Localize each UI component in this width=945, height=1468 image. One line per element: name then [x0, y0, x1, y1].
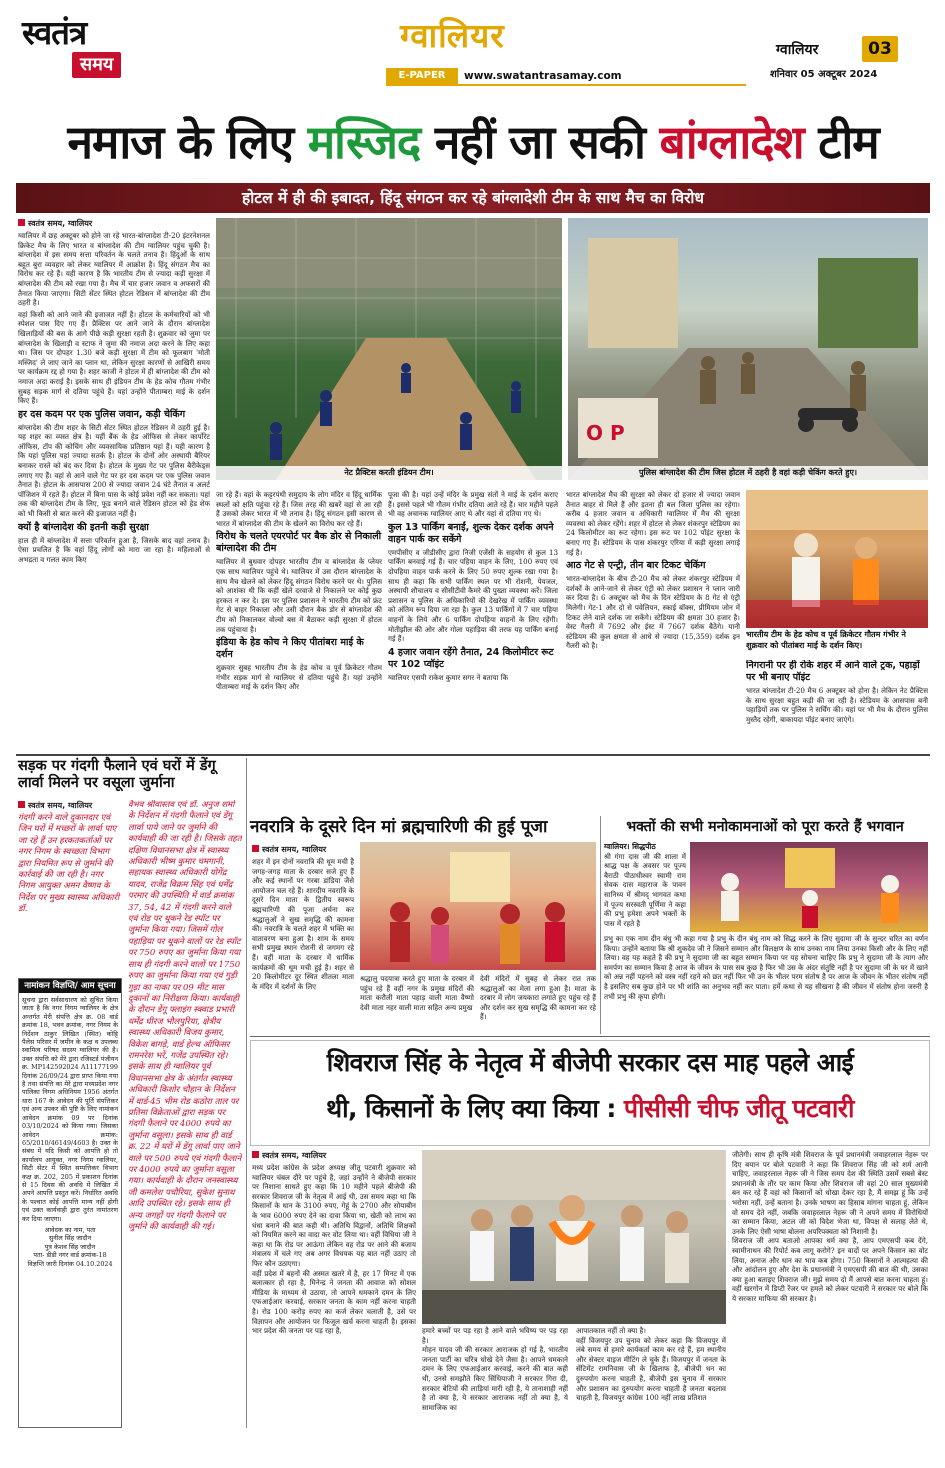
- paragraph: एमपीसीए व जीडीसीए द्वारा निजी एजेंसी के सहयोग से कुल 13 पार्किंग बनवाई गई हैं। चार पहिया वाहन के लिए, 100 रुपए एवं दोपहिया वाहन पार्क करने के लिए 50 रुपए शुल्क रखा गया है। साथ ही कहा कि सभी पार्किंग स्थल पर भी रोशनी, पेयजल, अस्थायी शौचालय व सीसीटीवी कैमरे की पुख्ता व्यवस्था करें। जिला प्रशासन व पुलिस के अधिकारियों की देखरेख में पार्किंग व्यवस्था को अंतिम रूप दिया जा रहा है। कुल 13 पार्किंगों में 7 चार पहिया वाहनों के लिये और 6 पार्किंग दोपहिया वाहनों के लिए रहेंगी। मोतीझील की ओर और गोला पहाड़िया की तरफ यह पार्किंग बनाई गई हैं।: [388, 547, 558, 644]
- photo-navratri-puja: [360, 842, 596, 970]
- dengue-text-1: गंदगी करने वाले दुकानदार एवं जिन घरों में मच्छरों के लार्वा पाए जा रहे हैं उन हरकतकर्ताओं पर नगर निगम के स्वच्छता विभाग द्वारा नियमित रूप से जुर्माने की कार्रवाई की जा रही है। नगर निगम आयुक्त अमन वैष्णव के निर्देश पर मुख्य स्वास्थ्य अधिकारी डॉ.: [18, 813, 120, 915]
- katha-illustration: [690, 842, 928, 932]
- lead-headline: [16, 102, 930, 182]
- paragraph: मध्य प्रदेश कांग्रेस के प्रदेश अध्यक्ष जीतू पटवारी शुक्रवार को ग्वालियर चंबल दौरे पर पहुंचे है, जहां उन्होंने ने बीजेपी सरकार पर निशाना साधते हुए कहा कि 10 महीने पहले बीजेपी की सरकार शिवराज जी के नेतृत्व में आई थी, उस समय कहा था कि किसानों के धान के 3100 रुपए, गेहूं के 2700 और सोयाबीन के भाव 6000 रुपए देने का दावा किया था, खेती को लाभ का धंधा बनाने की बात कही थी। अतिथि विद्वानों, अतिथि शिक्षकों को नियमित करने का वादा कर वोट लिया था। वहीं विधिया जी ने कहा था कि रोड पर आऊंगा लेकिन वह रोड पर आने की बजाय मंत्रालय में चले गए अब अगर विधयक यह बात नहीं उठाए तो फिर कौन उठाएगा। वहीं प्रदेश में बहनों की अस्मत खतरे में है, हर 17 मिनट में एक बलात्कार हो रहा है, मिनेन्द्र ने जनता की आवाज को सोशल मीडिया के माध्यम से उठाया, तो आपने धमकाने दमन के लिए एफआईआर करवाई, सरकार जनता के काम नहीं करना चाहती है। रोड 100 करोड़ रुपए का कर्ज लेकर चलाती है, उसे पर विज्ञापन और आयोजन पर फिजूल खर्च करना चाहती है। इसका भार प्रदेश की जनता पर पड़ रहा है,: [252, 1163, 416, 1336]
- lead-byline: [18, 218, 210, 229]
- subhead: कुल 13 पार्किंग बनाईं, शुल्क देकर दर्शक अपने वाहन पार्क कर सकेंगे: [388, 521, 554, 545]
- photo2-caption-bar: [568, 466, 928, 480]
- paragraph: पूजा की है। यहां उन्हें मंदिर के प्रमुख संतों ने माई के दर्शन कराए हैं। इससे पहले भी गौतम गंभीर दतिया आते रहे हैं। चार महीने पहले भी वह अचानक ग्वालियर आए थे और यहां से दतिया गए थे।: [388, 490, 558, 519]
- byline-text: स्वतंत्र समय, ग्वालियर: [262, 1151, 327, 1160]
- section-divider: [250, 1036, 930, 1037]
- congress-byline: [252, 1150, 416, 1161]
- edition-name: ग्वालियर: [776, 42, 819, 58]
- subhead: इंडिया के हेड कोच ने किए पीतांबरा माई के दर्शन: [216, 637, 364, 661]
- subhead: हर दस कदम पर एक पुलिस जवान, कड़ी चेकिंग: [18, 408, 186, 420]
- net-practice-illustration: [216, 218, 562, 480]
- subhead: विरोध के चलते एयरपोर्ट पर बैक डोर से निकाली बांग्लादेश की टीम: [216, 531, 382, 555]
- paragraph: भारत-बांग्लादेश के बीच टी-20 मैच को लेकर शंकरपुर स्टेडियम में दर्शकों के आने-जाने से लेकर एंट्री को लेकर प्रशासन ने प्लान जारी कर दिया है। 6 अक्टूबर को मैच के दिन स्टेडियम के 8 गेट से एंट्री मिलेगी। गेट-1 और दो से पवेलियन, स्काई बॉक्स, प्रीमियम जोन में टिकट लेने वाले दर्शक जा सकेंगे। स्टेडियम की क्षमता 30 हजार है। वेस्ट गैलरी में 7692 और ईस्ट में 7667 दर्शक बैठेंगे। यानी स्टेडियम की कुल क्षमता से आधे से ज्यादा (15,359) दर्शक इन गैलरी को है।: [566, 574, 740, 651]
- epaper-badge: E-PAPER: [386, 68, 458, 84]
- headline-part1: नमाज के लिए: [67, 115, 308, 169]
- lead-column-3: [388, 490, 558, 746]
- lead-column-4: [566, 490, 740, 746]
- navratri-byline: [252, 844, 354, 855]
- issue-date: शनिवार 05 अक्टूबर 2024: [770, 69, 878, 80]
- paragraph: श्रद्धालु पदयात्रा करते हुए माता के दरबार में पहुंच रहे हैं वहीं नगर के प्रमुख मंदिरों की माता करौली माता पहाड़ वाली माता वैष्णो देवी माता नहर वाली माता सहित अन्य प्रमुख: [360, 974, 474, 1012]
- subhead: आठ गेट से एन्ट्री, तीन बार टिकट चेकिंग: [566, 560, 706, 572]
- masthead: [0, 0, 945, 98]
- congress-column-4: [732, 1150, 928, 1428]
- congress-column-2: [422, 1326, 568, 1428]
- photo1-caption: नेट प्रैक्टिस करती इंडियन टीम।: [344, 468, 434, 477]
- navratri-headline: नवरात्रि के दूसरे दिन मां ब्रह्मचारिणी की हुई पूजा: [250, 817, 548, 837]
- navratri-column-3: [480, 974, 596, 1034]
- column-divider: [246, 758, 247, 1428]
- lead-subhead-bar: [16, 183, 930, 213]
- byline-text: स्वतंत्र समय, ग्वालियर: [28, 219, 93, 228]
- headline-green: मस्जिद: [307, 115, 420, 169]
- paragraph: श्री गंगा दास जी की शाला में श्राद्ध पक्ष के अवसर पर पूज्य बैराठी पीठाधीश्वर स्वामी राम सेवक दास महाराज के पावन सानिध्य में श्रीमद् भागवत कथा में पूज्य सरस्वती पूर्णिमा ने कहा की प्रभु हमेशा अपने भक्तों के पास में रहते है: [604, 851, 686, 928]
- dengue-column-1: [18, 800, 122, 980]
- photo3-caption: भारतीय टीम के हेड कोच व पूर्व क्रिकेटर गौतम गंभीर ने शुक्रवार को पीतांबरा माई के दर्शन किए।: [746, 630, 906, 650]
- notice-signoff: आवेदक का नाम, पता सुनील सिंह जादौन पुत्र केशव सिंह जादौन पता- डीडी नगर वार्ड क्रमांक-18 विज्ञप्ति जारी दिनांक 04.10.2024: [27, 1225, 113, 1268]
- subhead: क्यों है बांग्लादेश की इतनी कड़ी सुरक्षा: [18, 521, 149, 533]
- byline-marker: [18, 801, 25, 808]
- photo-police-checking: [568, 218, 928, 480]
- paragraph: जीतेगी। साथ ही कृषि मंत्री शिवराज के पूर्व प्रधानमंत्री जवाहरलाल नेहरू पर दिए बयान पर बोले पटवारी ने कहा कि शिवराज सिंह जी को शर्म आनी चाहिए, जवाहरलाल नेहरू जी ने जिस समय देश की स्थिति उसमें सबसे बेस्ट प्रधानमंत्री के तौर पर काम किया और शिवराज जी वहां 20 साल मुख्यमंत्री बन कर रहे हैं वहां को किसानों को धोखा देकर रहा है, मैं समझ हूं कि उन्हें भरोसा नहीं, उन्हें बताना है। उनके भाषण का हिसाब मांगना चाहता हूं, लेकिन वो समय देते नहीं, जबकि जवाहरलाल नेहरू जी ने अपने समय में विरोधियों का सम्मान किया, अटल जी को विदेश भेजा था, विपक्ष से सलाह लेते थे, उनके लिए ऐसी भाषा बोलना अपरिपक्वता को निशानी है। शिवराज जी आप बताओ आपका धर्म क्या है, आप एमएसपी कब देंगे, स्वामीनाथन की रिपोर्ट कब लागू करोगे? इन वादों पर अपने किसान का वोट लिया, अनाज और धान का भाव कब होगा। 750 किसानों ने आत्महत्या की और आंदोलन हुए और देश के प्रधानमंत्री ने एमएसपी की बात की थी, उसका क्या हुआ बताइए शिवराज जी। मुझे समय दो मैं आपसे बात करना चाहता हूं। वहीं खरगोन में डिप्टी रेंजर पर हमले को लेकर पटवारी ने सरकार पर बोले कि ये सरकार माफिया की सरकार है।: [732, 1150, 928, 1303]
- edition-title: ग्वालियर: [400, 16, 505, 55]
- headline-red: बांग्लादेश: [659, 115, 804, 169]
- paragraph: भारत बांग्लादेश मैच की सुरक्षा को लेकर दो हजार से ज्यादा जवान तैनात बाहर से मिले हैं और इतना ही बल जिला पुलिस का रहेगा। करीब 4 हजार जवान व अधिकारी ग्वालियर में मैच की सुरक्षा व्यवस्था को लेकर रहेंगे। शहर में होटल से लेकर शंकरपुर स्टेडियम का 24 किलोमीटर का रूट रहेगा। इस रूट पर 102 पॉइंट सुरक्षा के बनाए गए हैं। स्टेडियम के पास शंकरपुर एरिया में कड़ी सुरक्षा लगाई गई है।: [566, 490, 740, 557]
- paragraph: ग्वालियर में छह अक्टूबर को होने जा रहे भारत-बांग्लादेश टी-20 इंटरनेशनल क्रिकेट मैच के लिए भारत व बांग्लादेश की टीम ग्वालियर पहुंच चुकी है। बांग्लादेश में इस समय सत्ता परिवर्तन के चलते तनाव है। हिंदुओं के साथ बहुत बुरा व्यवहार को लेकर ग्वालियर में आक्रोश है। हिंदू संगठन मैच का विरोध कर रहे हैं। यही कारण है कि भारतीय टीम से ज्यादा कड़ी सुरक्षा में बांग्लादेश की टीम को रखा गया है। मैच में चार हजार जवान व अफसरों की तैनात किया जाएगा। सिटी सेंटर स्थित होटल रेडिसन में बांग्लादेश की टीम ठहरी है।: [18, 231, 210, 308]
- byline-text: स्वतंत्र समय, ग्वालियर: [262, 845, 327, 854]
- logo-top: स्वतंत्र: [22, 13, 87, 52]
- congress-column-1: [252, 1150, 416, 1428]
- subhead: निगरानी पर ही रोके शहर में आने वाले ट्रक, पहाड़ों पर भी बनाए पॉइंट: [746, 660, 920, 683]
- gambhir-illustration: [746, 490, 928, 628]
- rally-illustration: [422, 1150, 726, 1324]
- congress-headline-line1: शिवराज सिंह के नेतृत्व में बीजेपी सरकार दस माह पहले आई: [326, 1048, 854, 1077]
- website-link[interactable]: www.swatantrasamay.com: [464, 70, 622, 82]
- headline-part2: नहीं जा सकी: [420, 115, 660, 169]
- navratri-column-2: [360, 974, 474, 1034]
- byline-marker: [18, 219, 25, 226]
- notice-body: सूचना द्वारा सर्वसाधारण को सूचित किया जाता है कि नगर निगम ग्वालियर के क्षेत्र अन्तर्गत मेरी संपत्ति क्षेत्र क्र. 08 वार्ड क्रमांक 18, भवन क्रमांक, नगर नियम के निर्देशन ठाकुर लिखित (स्थित) कोट्टि पैलेस परिसर में जमीन के कक्ष व उपलब्ध स्वामित्व परिषद सदस्य ग्वालियर की है। उक्त संपत्ति को मेरे द्वारा रजिस्टर्ड पंजीयन क्र. MP142592024 A11177199 दिनांक 26/09/24 द्वारा प्राप्त किया गया है तथा संपत्ति का मेरे द्वारा मध्यप्रदेश नगर पालिका निगम अधिनियम 1956 अंतर्गत धारा 167 के आवेदन की पूर्ति संपत्तिकर एवं अन्य उपकर की पुष्टि के लिए नामांकन आवेदन क्रमांक 09 पर दिनांक 03/10/2024 को किया गया। जिसका आवेदन क्रमांक: 65/2010/46149/4603 है। उक्त के संबंध में यदि किसी को आपत्ति हो तो कार्यालय आयुक्त, नगर निगम ग्वालियर, सिटी सेंटर में स्थित सम्पत्तिकर विभाग कक्ष क्र. 202, 205 में प्रकाशन दिनांक से 15 दिवस की अवधि में लिखित में अपने आपत्ति प्रस्तुत करें। निर्धारित अवधि के पश्चात कोई आपत्ति मान्य नहीं होगी एवं उक्त कार्यवाही द्वारा तुरंत नामांतरण कर दिया जाएगा।: [22, 996, 118, 1223]
- logo: [22, 14, 128, 84]
- lead-subheadline: होटल में ही की इबादत, हिंदू संगठन कर रहे बांग्लादेशी टीम के साथ मैच का विरोध: [242, 189, 704, 207]
- navratri-illustration: [360, 842, 596, 970]
- dengue-column-2: [128, 800, 242, 1428]
- photo-jitu-patwari: [422, 1150, 726, 1324]
- paragraph: हाल ही में बांग्लादेश में सत्ता परिवर्तन हुआ है, जिसके बाद वहां तनाव है। ऐसा प्रचलित है कि वहां हिंदू लोगों को मारा जा रहा है। महिलाओं से अभद्रता व गलत काम किए: [18, 535, 210, 564]
- subhead: 4 हजार जवान रहेंगे तैनात, 24 किलोमीटर रूट पर 102 प्वॉइंट: [388, 646, 554, 670]
- dengue-text-2: वैभव श्रीवास्तव एवं डॉ. अनुज शर्मा के निर्देशन में गंदगी फैलाने एवं डेंगू लार्वा पाये जाने पर जुर्माने की कार्यवाही की जा रही है। जिसके तहत दक्षिण विधानसभा क्षेत्र में स्वास्थ्य अधिकारी भीष्म कुमार चमगानी, सहायक स्वास्थ्य अधिकारी योगेंद्र यादव, राजेंद्र विक्रम सिंह एवं धर्मेंद्र परमार की उपस्थिति में वार्ड क्रमांक 37, 54, 42 में गंदगी करने वाले एवं रोड पर थूकने रेड स्पॉट पर जुर्माना किया गया। जिसमें गोल पहाड़िया पर थूकने वालों पर रेड स्पॉट पर 750 रुपए का जुर्माना किया गया साथ ही गंदगी करने वालों पर 1750 रुपए का जुर्माना किया गया एवं गुड़ी गुड़ा का नाका पर 09 मीट मास दुकानों का निरीक्षण किया। कार्यवाही के दौरान डेंगू फ्लाइंग स्क्वाड प्रभारी धर्मेंद्र धीरज भौलपुरिया, क्षेत्रीय स्वास्थ्य अधिकारी विजय कुमार, विकेश बागड़े, वार्ड हेल्थ ऑफिसर रामनरेश भरें, गजेंद्र उपस्थित रहे। इसके साथ ही ग्वालियर पूर्व विधानसभा क्षेत्र के अंतर्गत स्वास्थ्य अधिकारी किशोर चौहान के निर्देशन में वार्ड-45 भीम रोड कठोरा ताल पर प्रतिमा विक्रेताओं द्वारा सड़क पर गंदगी फैलाने पर 4000 रुपये का जुर्माना वसूला। इसके साथ ही वार्ड क्र. 22 में घरों में डेंगू लार्वा पाए जाने वाले पर 500 रुपये एवं गंदगी फैलाने पर 4000 रुपये का जुर्माना वसूला गया। कार्यवाही के दौरान जनस्वास्थ्य जी कमलेश पचौरिया, सुकेश सुनाथ आदि उपस्थित रहे। इसके साथ ही अन्य जगहों पर गंदगी फैलाने पर जुर्माने की कार्यवाही की गई।: [128, 800, 242, 1233]
- paragraph: हमारे बच्चों पर पड़ रहा है आने वाले भविष्य पर पड़ रहा है। मोहन यादव जी की सरकार आराजक हो गई है, भारतीय जनता पार्टी का चरित्र धोखे देने जैसा है। आपने धमकाने दमन के लिए एफआईआर करवाई, करने की बात कही थी, उनसे समझौते किए सिंधियाजी ने सरकार गिरा दी, सरकार बेटियों की लाड़ियां मारी रही है, ये तानाशाही नहीं है तो क्या है, ये सरकार आराजक नहीं तो क्या है, ये सामाजिक का: [422, 1326, 568, 1412]
- paragraph: भारत बांग्लादेश टी-20 मैच 6 अक्टूबर को होना है। लेकिन नेट प्रैक्टिस के साथ सुरक्षा बहुत कड़ी की जा रही है। स्टेडियम के आसपास बनी पहाड़ियों तक पर पुलिस ने सर्चिंग की। यहां पर भी मैच के दौरान पुलिस मुस्तैद रहेगी, बाकायदा पॉइंट बनाए जाएंगे।: [746, 686, 928, 724]
- notice-box: [18, 978, 122, 1428]
- bhakt-headline: भक्तों की सभी मनोकामनाओं को पूरा करते हैं भगवान: [626, 819, 904, 835]
- lead-column-5: [746, 660, 928, 748]
- bhakt-byline: ग्वालियर। सिद्धपीठ: [604, 842, 656, 851]
- photo-bhagwat-katha: [690, 842, 928, 932]
- column-divider: [600, 816, 601, 1034]
- page-number: 03: [862, 36, 898, 62]
- lead-column-2: [216, 490, 382, 746]
- bhakt-column-1: [604, 842, 686, 934]
- congress-column-3: [576, 1326, 726, 1428]
- paragraph: ग्वालियर में बुधवार दोपहर भारतीय टीम व बांग्लादेश के प्लेयर एक साथ ग्वालियर पहुंचे थे। ग्वालियर में उस दौरान बांग्लादेश के साथ मैच खेलने को लेकर हिंदू संगठन विरोध करने पर थे। पुलिस को आशंका थी कि कहीं खेले दरवाजे से निकालने पर कोई कुछ हरकत न कर दे। इस पर पुलिस प्रशासन ने भारतीय टीम को फ्रंट गेट से बाहर निकाला और उसी दौरान बैक डोर से बांग्लादेश की टीम को निकालकर वोल्वो बस में बैठाकर कड़ी सुरक्षा में होटल तक पहुंचाया है।: [216, 557, 382, 634]
- section-divider: [16, 754, 930, 756]
- congress-headline-black: थी, किसानों के लिए क्या किया :: [326, 1094, 624, 1123]
- byline-marker: [252, 1151, 259, 1158]
- notice-title: नामांकन विज्ञप्ति/ आम सूचना: [19, 979, 121, 993]
- bhakt-body: [604, 934, 928, 1034]
- paragraph: वहां किसी को आने जाने की इजाजत नहीं है। होटल के कर्मचारियों को भी स्पेशल पास दिए गए हैं। प्रैक्टिस पर आने जाने के दौरान बांग्लादेश खिलाड़ियों की बस के आगे पीछे कड़ी सुरक्षा रहती है। शुक्रवार को जुमा पर बांग्लादेश के खिलाड़ी व स्टाफ ने जुमा की नमाज अदा करने के लिए कहा था। जिस पर दोपहर 1.30 बजे कड़ी सुरक्षा में टीम को फूलबाग 'मोती मस्जिद' ले जाए जाने का प्लान था, लेकिन सुरक्षा कारणों से आखिरी समय पर कार्यक्रम रद्द हो गया है। शहर काजी ने होटल में ही बांग्लादेश की टीम को नमाज अदा कराई है। इसके साथ ही इंडियन टीम के हेड कोच गौतम गंभीर सुबह सड़क मार्ग से दतिया पहुंचे हैं। यहां उन्होंने पीताम्बरा माई के दर्शन किए हैं।: [18, 309, 210, 406]
- lead-column-1: [18, 218, 210, 748]
- paragraph: बांग्लादेश की टीम शहर के सिटी सेंटर स्थित होटल रेडिसन में ठहरी हुई है। यह शहर का व्यस्त क्षेत्र है। यहीं बैंक के हेड ऑफिस से लेकर कार्पोरेट ऑफिस, टॉप की कोचिंग और व्यवसायिक प्रतिष्ठान यहां हैं। यही कारण है कि यहां पुलिस यहां ज्यादा सतर्क है। होटल के दोनों ओर अस्थायी बैरियर बनाकर रास्ते को बंद कर दिया है। होटल के मुख्य गेट पर पुलिस बैरीकेड्स लगाए गए हैं। वहां से आने वाले गेट पर हर दस कदम पर एक पुलिस जवान तैनात है। होटल के आसपास 200 से ज्यादा जवान 24 घंटे तैनात व अलर्ट पॉजिशन में रहते हैं। होटल में बिना पास के कोई प्रवेश नहीं कर सकता। यहां तक की बांग्लादेश टीम के लिए, फूड बनाने वाले रेडिसन होटल को हेड शेफ को भी किसी से बात करने की इजाजत नहीं है।: [18, 422, 210, 519]
- photo2-caption: पुलिस बांग्लादेश की टीम जिस होटल में ठहरी है वहां कड़ी चेकिंग करते हुए।: [638, 468, 858, 477]
- dengue-byline: [18, 800, 122, 811]
- barricade-sign: O P: [586, 421, 625, 445]
- paragraph: जा रहे हैं। वहां के कट्टरपंथी समुदाय के लोग मंदिर व हिंदू धार्मिक स्थलों को क्षति पहुंचा रहे हैं। जिस तरह की खबरें वहां से आ रही हैं उसको लेकर भारत में भी तनाव है। हिंदू संगठन इसी कारण से भारत में बांग्लादेश की टीम के खेलने का विरोध कर रहे हैं।: [216, 490, 382, 528]
- photo-net-practice: [216, 218, 562, 480]
- paragraph: शहर में इन दोनों नवरात्रि की धूम मची है जगह-जगह माता के दरबार सजे हुए हैं और कई स्थानों पर गरबा डांडिया जैसे आयोजन चल रहे हैं। शारदीय नवरात्रि के दूसरे दिन माता के द्वितीय स्वरूप ब्रह्मचारिणी की पूजा अर्चना कर श्रद्धालुओं ने सुख समृद्धि की कामना की। नवरात्रि के चलते शहर में भक्ति का वातावरण बना हुआ है। शाम के समय सभी प्रमुख स्थान रोशनी से जगमग रहे हैं। वहीं माता के दरबार में धार्मिक कार्यक्रमों की धूम मची हुई है। शहर से 20 किलोमीटर दूर स्थित शीतला माता के मंदिर में दर्शनों के लिए: [252, 857, 354, 991]
- congress-headline-line2: [251, 1085, 929, 1133]
- headline-part3: टीम: [803, 115, 879, 169]
- paragraph: प्रभु का एक नाम दीन बंधु भी कहा गया है प्रभु के दीन बंधु नाम को सिद्ध करने के लिए सुदामा जी के सुन्दर चरित का वर्णन किया। उन्होंने बताया कि श्री शुकदेव जी ने जिसने सम्मान और विलक्षण के साथ उनका नाम लिया उनका किसी और के लिए नहीं लिया। वह यह कहते है की प्रभु ने सुदामा जी का बहुत सम्मान किया पर यह सोचना चाहिए कि प्रभु ने सुदामा जी के त्याग और समर्पण का सम्मान किया है आज के जीवन के पास सब कुछ है फिर भी उस के अंदर संतुष्टि नहीं है पर सुदामा जी के घर में खाने को अन्न नहीं पहनने को वस्त्र नहीं रहने को छत नहीं फिर भी उन के भीतर परम संतोष है पर आज के जीवन के भीतर संतोष नहीं है इसलिए सब कुछ होने पर भी शांति का अनुभव नहीं कर पाता। हमें कथा से यह सीखना है की जीवन में संतोष होना जरुरी है तभी प्रभु की कृपा होगी।: [604, 934, 928, 1001]
- congress-headline-box: [250, 1040, 930, 1146]
- dengue-headline: सड़क पर गंदगी फैलाने एवं घरों में डेंगू लार्वा मिलने पर वसूला जुर्माना: [18, 758, 216, 791]
- epaper-rule: [386, 84, 746, 86]
- photo1-caption-bar: [216, 466, 562, 480]
- paragraph: देवी मंदिरों में सुबह से लेकर रात तक श्रद्धालुओं का मेला लगा हुआ है। माता के दरबार में लोग जयकारा लगाते हुए पहुंच रहे हैं और दर्शन कर सुख समृद्धि की कामना कर रहे हैं।: [480, 974, 596, 1022]
- congress-headline-red: पीसीसी चीफ जीतू पटवारी: [623, 1094, 854, 1123]
- paragraph: आपातकाल नहीं तो क्या है। वहीं विजयपुर उप चुनाव को लेकर कहा कि विजयपुर में लंबे समय से हमारे कार्यकर्ता काम कर रहे हैं, हम स्थानीय और सेक्टर वाइज मीटिंग ले चुके हैं। विजयपुर में जनता के सेंटिमेंट रामनिवास जी के खिलाफ है, बीजेपी धन का दुरुपयोग करना चाहती है, बीजेपी इस चुनाव में सरकार और प्रशासन का दुरुपयोग करना चाहती है जनता बदलाव चाहती है, विजयपुर कांग्रेस 100 नहीं लाख प्रतिशत: [576, 1326, 726, 1403]
- paragraph: शुक्रवार सुबह भारतीय टीम के हेड कोच व पूर्व क्रिकेटर गौतम गंभीर सड़क मार्ग से ग्वालियर से दतिया पहुंचे हैं। यहां उन्होंने पीताम्बरा माई के दर्शन किए और: [216, 663, 382, 692]
- byline-marker: [252, 845, 259, 852]
- police-illustration: [568, 218, 928, 480]
- paragraph: ग्वालियर एसपी राकेश कुमार सगर ने बताया कि: [388, 672, 509, 682]
- navratri-column-1: [252, 844, 354, 1034]
- logo-bottom: समय: [72, 52, 121, 78]
- photo-gambhir: [746, 490, 928, 628]
- byline-text: स्वतंत्र समय, ग्वालियर: [28, 801, 93, 810]
